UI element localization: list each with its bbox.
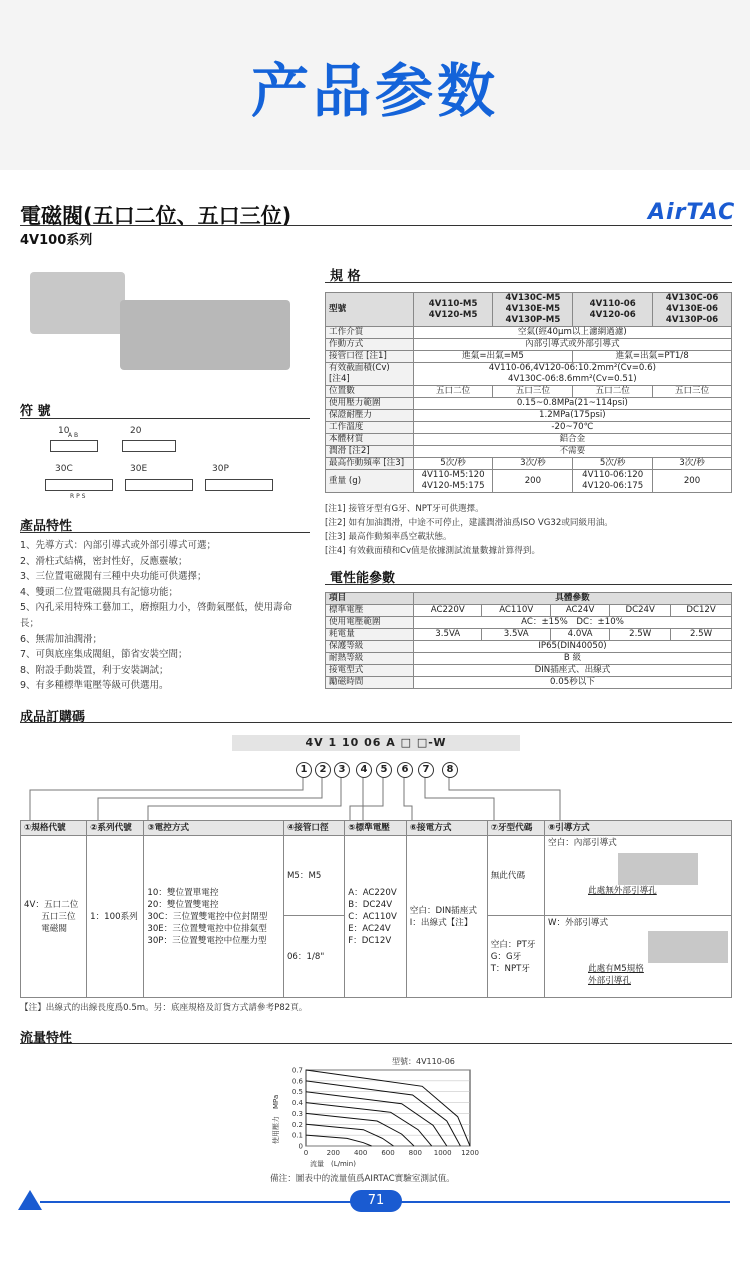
page-heading: 产品参数 xyxy=(250,57,499,125)
symbol-label-30e: 30E xyxy=(130,464,148,474)
symbol-label-30c: 30C xyxy=(55,464,73,474)
spec-row-label: 作動方式 xyxy=(326,339,414,351)
ordering-divider xyxy=(20,722,732,723)
y-tick-label: 0.6 xyxy=(291,1077,303,1086)
pilot-external-image xyxy=(648,931,728,963)
x-tick-label: 1000 xyxy=(433,1149,452,1157)
spec-value: 3次/秒 xyxy=(653,458,732,470)
series-line xyxy=(306,1092,447,1146)
chart-series xyxy=(306,1070,470,1146)
electrical-param-label: 具體參數 xyxy=(414,593,732,605)
feature-item: 6、無需加油潤滑； xyxy=(20,633,103,645)
y-tick-label: 0.4 xyxy=(291,1099,303,1108)
electrical-value: 2.5W xyxy=(610,629,671,641)
electrical-row-label: 使用電壓範圍 xyxy=(326,617,414,629)
x-tick-label: 0 xyxy=(303,1149,309,1157)
spec-note: [注1] 接管牙型有G牙、NPT牙可供選擇。 xyxy=(325,504,484,514)
order-num-2: 2 xyxy=(315,762,331,778)
order-header: ④接管口徑 xyxy=(283,821,344,836)
order-num-5: 5 xyxy=(376,762,392,778)
brand-mark-icon xyxy=(16,1188,44,1212)
order-spec-code: 4V：五口二位 五口三位 電磁閥 xyxy=(21,836,87,998)
spec-row-label: 工作溫度 xyxy=(326,422,414,434)
order-connector-lines xyxy=(20,778,732,820)
electrical-value: IP65(DIN40050) xyxy=(414,641,732,653)
electrical-value: AC：±15% DC：±10% xyxy=(414,617,732,629)
electrical-value: 3.5VA xyxy=(414,629,482,641)
spec-value: 4V110-06:120 4V120-06:175 xyxy=(573,470,653,493)
spec-model: 4V110-M5 4V120-M5 xyxy=(413,293,493,327)
feature-item: 4、雙頭二位置電磁閥具有記憶功能； xyxy=(20,586,179,598)
page-number: 71 xyxy=(350,1190,402,1212)
x-tick-label: 200 xyxy=(326,1149,341,1157)
electrical-heading: 電性能參數 xyxy=(330,571,396,586)
order-num-8: 8 xyxy=(442,762,458,778)
order-thread: 空白：PT牙 G：G牙 T：NPT牙 xyxy=(487,916,544,998)
y-tick-label: 0.7 xyxy=(291,1066,303,1075)
spec-value: 5次/秒 xyxy=(413,458,493,470)
order-port: M5：M5 xyxy=(283,836,344,916)
pilot-external-label: W：外部引導式 xyxy=(548,918,609,928)
symbol-label-10: 10 xyxy=(58,426,70,436)
series-line xyxy=(306,1070,470,1146)
order-header: ⑥接電方式 xyxy=(406,821,487,836)
spec-value: 200 xyxy=(493,470,573,493)
features-divider xyxy=(20,532,310,533)
spec-row-label: 接管口徑 [注1] xyxy=(326,351,414,363)
order-header: ①規格代號 xyxy=(21,821,87,836)
order-footnote: 【注】出線式的出線長度爲0.5m。另：底座規格及訂貨方式請參考P82頁。 xyxy=(20,1003,308,1013)
spec-note: [注3] 最高作動頻率爲空載狀態。 xyxy=(325,532,452,542)
x-tick-label: 400 xyxy=(353,1149,368,1157)
spec-value: 4V110-M5:120 4V120-M5:175 xyxy=(413,470,493,493)
symbol-10-icon xyxy=(50,440,98,452)
feature-item: 8、附設手動裝置，利于安裝調試； xyxy=(20,664,169,676)
spec-row-label: 本體材質 xyxy=(326,434,414,446)
spec-value: -20~70℃ xyxy=(413,422,731,434)
electrical-value: 3.5VA xyxy=(482,629,550,641)
spec-row-label: 潤滑 [注2] xyxy=(326,446,414,458)
spec-value: 空氣(經40μm以上濾網過濾) xyxy=(413,327,731,339)
order-port: 06：1/8" xyxy=(283,916,344,998)
spec-value: 五口三位 xyxy=(493,386,573,398)
x-tick-label: 600 xyxy=(381,1149,395,1157)
chart-ylabel: 使用壓力 MPa xyxy=(272,1094,280,1144)
ordering-heading: 成品訂購碼 xyxy=(20,710,86,725)
order-voltage: A：AC220V B：DC24V C：AC110V E：AC24V F：DC12V xyxy=(345,836,407,998)
order-num-1: 1 xyxy=(296,762,312,778)
spec-note: [注2] 如有加油潤滑，中途不可停止，建議潤滑油爲ISO VG32或同級用油。 xyxy=(325,518,613,528)
spec-value: 1.2MPa(175psi) xyxy=(413,410,731,422)
spec-value: 進氣=出氣=PT1/8 xyxy=(573,351,732,363)
order-wiring: 空白：DIN插座式 I：出線式【注】 xyxy=(406,836,487,998)
electrical-value: 2.5W xyxy=(671,629,732,641)
spec-value: 五口三位 xyxy=(653,386,732,398)
symbol-30c-icon xyxy=(45,479,113,491)
spec-note: [注4] 有效截面積和Cv值是依據測試流量數據計算得到。 xyxy=(325,546,541,556)
feature-item: 9、有多種標準電壓等級可供選用。 xyxy=(20,680,169,692)
electrical-row-label: 接電型式 xyxy=(326,665,414,677)
order-header: ②系列代號 xyxy=(87,821,144,836)
title-divider xyxy=(20,225,732,226)
spec-row-label: 使用壓力範圍 xyxy=(326,398,414,410)
x-tick-label: 800 xyxy=(408,1149,423,1157)
y-tick-label: 0 xyxy=(298,1142,303,1151)
spec-divider xyxy=(325,282,732,283)
feature-item: 7、可與底座集成閥組，節省安裝空間； xyxy=(20,649,188,661)
feature-item: 3、三位置電磁閥有三種中央功能可供選擇； xyxy=(20,571,207,583)
pilot-internal-label: 空白：內部引導式 xyxy=(548,838,617,848)
order-num-3: 3 xyxy=(334,762,350,778)
order-code: 4V 1 10 06 A □ □-W xyxy=(232,735,520,751)
symbols-heading: 符 號 xyxy=(20,404,51,419)
symbol-label-20: 20 xyxy=(130,426,142,436)
spec-value: 五口二位 xyxy=(573,386,653,398)
symbol-30e-icon xyxy=(125,479,193,491)
spec-value: 200 xyxy=(653,470,732,493)
symbol-label-30p: 30P xyxy=(212,464,229,474)
spec-value: 鋁合金 xyxy=(413,434,731,446)
electrical-value: 0.05秒以下 xyxy=(414,677,732,689)
electrical-table xyxy=(325,592,732,689)
order-thread: 無此代碼 xyxy=(487,836,544,916)
feature-item: 1、先導方式：內部引導式或外部引導式可選； xyxy=(20,540,217,551)
order-series-code: 1：100系列 xyxy=(87,836,144,998)
spec-row-label: 位置數 xyxy=(326,386,414,398)
spec-value: 進氣=出氣=M5 xyxy=(413,351,573,363)
order-header: ⑧引導方式 xyxy=(545,821,732,836)
flow-chart xyxy=(270,1052,500,1170)
spec-row-label: 最高作動頻率 [注3] xyxy=(326,458,414,470)
features-list xyxy=(20,538,310,694)
spec-value: 五口二位 xyxy=(413,386,493,398)
electrical-value: B 級 xyxy=(414,653,732,665)
feature-item: 5、內孔采用特殊工藝加工，磨擦阻力小，啓動氣壓低，使用壽命長； xyxy=(20,602,293,629)
series-line xyxy=(306,1135,372,1146)
electrical-row-label: 保護等級 xyxy=(326,641,414,653)
valve-image-small xyxy=(30,272,125,334)
electrical-value: AC24V xyxy=(550,605,609,617)
pilot-external-note: 此處有M5規格 外部引導孔 xyxy=(588,964,644,986)
x-tick-label: 1200 xyxy=(461,1149,479,1157)
series-label: 4V100系列 xyxy=(20,233,93,248)
product-title: 電磁閥(五口二位、五口三位) xyxy=(20,204,292,228)
electrical-value: AC220V xyxy=(414,605,482,617)
spec-heading: 規 格 xyxy=(330,269,361,284)
symbol-port-label: R P S xyxy=(70,493,86,500)
flow-heading: 流量特性 xyxy=(20,1031,73,1046)
spec-row-label: 有效截面積(Cv) [注4] xyxy=(326,363,414,386)
chart-title: 型號：4V110-06 xyxy=(392,1057,455,1066)
order-table xyxy=(20,820,732,998)
spec-value: 內部引導式或外部引導式 xyxy=(413,339,731,351)
y-tick-label: 0.1 xyxy=(291,1131,303,1140)
spec-model: 4V130C-06 4V130E-06 4V130P-06 xyxy=(653,293,732,327)
order-header: ⑤標準電壓 xyxy=(345,821,407,836)
spec-row-label: 工作介質 xyxy=(326,327,414,339)
electrical-value: DC12V xyxy=(671,605,732,617)
order-header: ⑦牙型代碼 xyxy=(487,821,544,836)
pilot-internal-note: 此處無外部引導孔 xyxy=(588,886,657,896)
symbol-port-ab: A B xyxy=(68,432,79,439)
y-tick-label: 0.5 xyxy=(291,1088,303,1097)
spec-model: 4V130C-M5 4V130E-M5 4V130P-M5 xyxy=(493,293,573,327)
flow-caption: 備注：圖表中的流量值爲AIRTAC實驗室測試值。 xyxy=(270,1174,455,1184)
spec-value: 4V110-06,4V120-06:10.2mm²(Cv=0.6) 4V130C-06:8.6mm²(Cv=0.51) xyxy=(413,363,731,386)
spec-value: 不需要 xyxy=(413,446,731,458)
features-heading: 產品特性 xyxy=(20,519,73,534)
order-pilot-external xyxy=(545,916,732,998)
electrical-value: AC110V xyxy=(482,605,550,617)
feature-item: 2、滑柱式結構，密封性好，反應靈敏； xyxy=(20,555,188,567)
electrical-divider xyxy=(325,584,732,585)
spec-notes xyxy=(325,502,732,558)
spec-model-label: 型號 xyxy=(326,293,414,327)
spec-table xyxy=(325,292,732,493)
electrical-row-label: 勵磁時間 xyxy=(326,677,414,689)
y-tick-label: 0.3 xyxy=(291,1109,303,1118)
spec-model: 4V110-06 4V120-06 xyxy=(573,293,653,327)
order-num-7: 7 xyxy=(418,762,434,778)
y-tick-label: 0.2 xyxy=(291,1120,303,1129)
pilot-internal-image xyxy=(618,853,698,885)
order-pilot-internal xyxy=(545,836,732,916)
electrical-row-label: 耐熱等級 xyxy=(326,653,414,665)
brand-logo: AirTAC xyxy=(648,200,736,225)
order-control: 10：雙位置單電控 20：雙位置雙電控 30C：三位置雙電控中位封閉型 30E：三位置雙電控中位排氣型 30P：三位置雙電控中位壓力型 xyxy=(144,836,284,998)
electrical-value: DIN插座式、出線式 xyxy=(414,665,732,677)
spec-value: 0.15~0.8MPa(21~114psi) xyxy=(413,398,731,410)
electrical-row-label: 耗電量 xyxy=(326,629,414,641)
order-header: ③電控方式 xyxy=(144,821,284,836)
order-num-6: 6 xyxy=(397,762,413,778)
spec-value: 3次/秒 xyxy=(493,458,573,470)
symbol-30p-icon xyxy=(205,479,273,491)
symbols-divider xyxy=(20,418,310,419)
flow-divider xyxy=(20,1043,732,1044)
electrical-value: 4.0VA xyxy=(550,629,609,641)
order-num-4: 4 xyxy=(356,762,372,778)
symbol-20-icon xyxy=(122,440,176,452)
electrical-value: DC24V xyxy=(610,605,671,617)
spec-row-label: 保證耐壓力 xyxy=(326,410,414,422)
electrical-item-label: 項目 xyxy=(326,593,414,605)
spec-row-label: 重量 (g) xyxy=(326,470,414,493)
valve-image-large xyxy=(120,300,290,370)
electrical-row-label: 標準電壓 xyxy=(326,605,414,617)
chart-xlabel: 流量 (L/min) xyxy=(310,1160,356,1168)
spec-value: 5次/秒 xyxy=(573,458,653,470)
